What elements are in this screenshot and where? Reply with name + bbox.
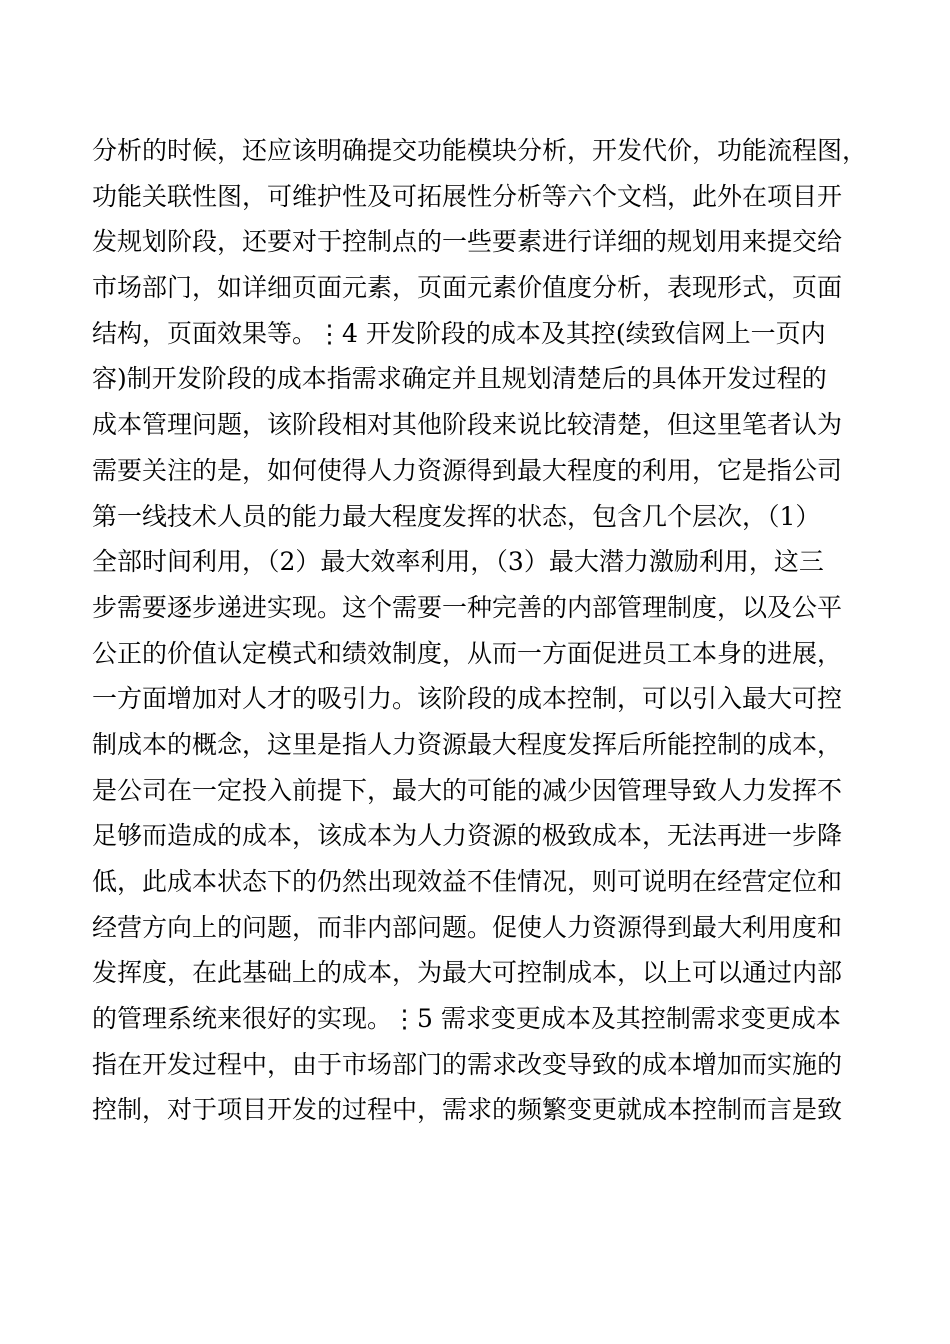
text-line: 第一线技术人员的能力最大程度发挥的状态，包含几个层次，（1） xyxy=(92,501,821,531)
text-line: 步需要逐步递进实现。这个需要一种完善的内部管理制度，以及公平 xyxy=(92,592,843,622)
text-line: 需要关注的是，如何使得人力资源得到最大程度的利用，它是指公司 xyxy=(92,455,843,485)
text-line: 低，此成本状态下的仍然出现效益不佳情况，则可说明在经营定位和 xyxy=(92,867,843,896)
text-line: 成本管理问题，该阶段相对其他阶段来说比较清楚，但这里笔者认为 xyxy=(92,410,843,440)
text-line: 容)制开发阶段的成本指需求确定并且规划清楚后的具体开发过程的 xyxy=(92,364,827,394)
text-line: 控制，对于项目开发的过程中，需求的频繁变更就成本控制而言是致 xyxy=(92,1095,843,1125)
text-line: 分析的时候，还应该明确提交功能模块分析，开发代价，功能流程图， xyxy=(92,136,868,165)
text-line: 功能关联性图，可维护性及可拓展性分析等六个文档，此外在项目开 xyxy=(92,181,843,211)
text-line: 公正的价值认定模式和绩效制度，从而一方面促进员工本身的进展， xyxy=(92,638,843,668)
text-line: 是公司在一定投入前提下，最大的可能的减少因管理导致人力发挥不 xyxy=(92,775,843,805)
text-line: 市场部门，如详细页面元素，页面元素价值度分析，表现形式，页面 xyxy=(92,273,843,303)
text-line: 发规划阶段，还要对于控制点的一些要素进行详细的规划用来提交给 xyxy=(92,227,843,257)
body-paragraph xyxy=(92,128,872,1133)
text-line: 指在开发过程中，由于市场部门的需求改变导致的成本增加而实施的 xyxy=(92,1049,843,1079)
text-line: 结构，页面效果等。⋮4 开发阶段的成本及其控(续致信网上一页内 xyxy=(92,318,826,348)
text-line: 发挥度，在此基础上的成本，为最大可控制成本，以上可以通过内部 xyxy=(92,958,843,988)
text-line: 足够而造成的成本，该成本为人力资源的极致成本，无法再进一步降 xyxy=(92,821,843,851)
text-line: 一方面增加对人才的吸引力。该阶段的成本控制，可以引入最大可控 xyxy=(92,684,843,714)
text-line: 的管理系统来很好的实现。⋮5 需求变更成本及其控制需求变更成本 xyxy=(92,1004,841,1034)
text-line: 全部时间利用，（2）最大效率利用，（3）最大潜力激励利用，这三 xyxy=(92,547,824,577)
text-line: 制成本的概念，这里是指人力资源最大程度发挥后所能控制的成本， xyxy=(92,729,843,759)
text-line: 经营方向上的问题，而非内部问题。促使人力资源得到最大利用度和 xyxy=(92,912,843,942)
